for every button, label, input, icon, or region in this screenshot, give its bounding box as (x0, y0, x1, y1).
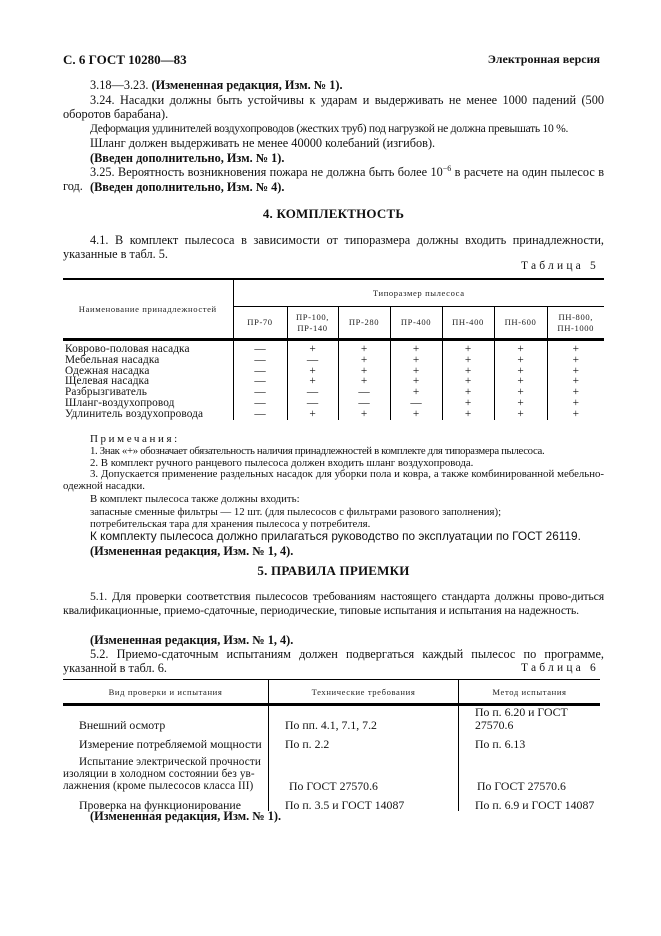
check-name: Проверка на функционирование (63, 792, 269, 811)
cell: + (338, 409, 390, 420)
cell: + (338, 340, 390, 355)
paragraph-3-24: 3.24. Насадки должны быть устойчивы к ударам и выдерживать не менее 1000 падений (500 оборотов барабана). (63, 93, 604, 122)
cell: + (287, 366, 338, 377)
added-note-1: (Введен дополнительно, Изм. № 1). (90, 151, 285, 165)
method: По ГОСТ 27570.6 (477, 778, 566, 793)
clause-number: 3.18—3.23. (90, 78, 149, 92)
cell: + (390, 387, 442, 398)
cell: + (494, 355, 547, 366)
cell: + (494, 409, 547, 420)
accessory-name: Одежная насадка (63, 366, 233, 377)
accessory-name: Коврово-половая насадка (63, 340, 233, 355)
column-header-size: ПН-400 (442, 307, 494, 340)
accessory-name: Щелевая насадка (63, 376, 233, 387)
paragraph-4-1: 4.1. В комплект пылесоса в зависимости от типоразмера должны входить принадлежности, указанные в табл. 5. (63, 233, 604, 262)
column-header-size: ПН-600 (494, 307, 547, 340)
column-header-method: Метод испытания (459, 680, 601, 705)
cell: + (572, 396, 579, 409)
cell: + (572, 386, 579, 399)
cell: — (287, 355, 338, 366)
cell: + (390, 340, 442, 355)
note-3: 3. Допускается применение раздельных насадок для уборки пола и ковра, а также комбинированной мебельно-одежной насадки. (63, 468, 604, 492)
paragraph-hose: Шланг должен выдерживать не менее 40000 колебаний (изгибов). (90, 136, 436, 150)
cell: + (390, 409, 442, 420)
table-row (63, 340, 604, 355)
edit-note: (Измененная редакция, Изм. № 1, 4). (90, 633, 294, 647)
cell: — (338, 398, 390, 409)
cell: — (233, 409, 287, 420)
cell: + (572, 353, 579, 366)
column-header-size: ПР-70 (233, 307, 287, 340)
accessory-name: Мебельная насадка (63, 355, 233, 366)
column-header-size: ПР-280 (338, 307, 390, 340)
cell: + (572, 407, 579, 420)
cell: + (390, 355, 442, 366)
check-name: Измерение потребляемой мощности (63, 731, 269, 750)
cell: + (572, 364, 579, 377)
column-header-check: Вид проверки и испытания (63, 680, 269, 705)
column-header-size: ПН-800, ПН-1000 (547, 307, 604, 340)
accessory-name: Разбрызгиватель (63, 387, 233, 398)
cell: + (442, 409, 494, 420)
column-header-size: ПР-100, ПР-140 (287, 307, 338, 340)
cell: — (338, 387, 390, 398)
cell: + (494, 366, 547, 377)
cell: + (494, 340, 547, 355)
column-header-name: Наименование принадлежностей (63, 279, 233, 340)
paragraph-5-1: 5.1. Для проверки соответствия пылесосов требованиям настоящего стандарта должны прово-диться квалификационные, приемо-сдаточные, периодические, типовые испытания и испытания на надежность. (63, 589, 604, 618)
cell: + (338, 366, 390, 377)
method: По п. 6.9 и ГОСТ 14087 (475, 797, 595, 812)
page-header-left: С. 6 ГОСТ 10280—83 (63, 52, 187, 67)
cell: + (494, 376, 547, 387)
cell: + (390, 376, 442, 387)
table-row (63, 355, 604, 366)
cell: — (390, 398, 442, 409)
table-row (63, 750, 600, 792)
cell: — (233, 376, 287, 387)
cell: + (442, 376, 494, 387)
paragraph-deformation: Деформация удлинителей воздухопроводов (жестких труб) под нагрузкой не должна превышать 10 %. (90, 122, 569, 135)
edit-note: (Измененная редакция, Изм. № 1, 4). (90, 544, 294, 558)
cell: + (338, 376, 390, 387)
cell: — (287, 387, 338, 398)
method: По п. 6.13 (475, 736, 526, 751)
requirement: По пп. 4.1, 7.1, 7.2 (269, 705, 459, 732)
cell: + (494, 387, 547, 398)
requirement: По п. 2.2 (269, 731, 459, 750)
notes-title: Примечания: (90, 433, 180, 445)
cell: — (233, 340, 287, 355)
table-row (63, 731, 600, 750)
paragraph-5-2: 5.2. Приемо-сдаточным испытаниям должен подвергаться каждый пылесос по программе, указанной в табл. 6. (63, 647, 604, 676)
also-item-package: потребительская тара для хранения пылесоса у потребителя. (90, 518, 371, 530)
page-header-right: Электронная версия (487, 52, 600, 66)
section-5-title: 5. ПРАВИЛА ПРИЕМКИ (257, 563, 410, 578)
note-1: 1. Знак «+» обозначает обязательность наличия принадлежностей в комплекте для типоразмера пылесоса. (90, 445, 545, 457)
method: По п. 6.20 и ГОСТ 27570.6 (475, 705, 568, 732)
also-item-filters: запасные сменные фильтры — 12 шт. (для пылесосов с фильтрами разового заполнения); (90, 506, 502, 518)
section-4-title: 4. КОМПЛЕКТНОСТЬ (262, 206, 405, 221)
cell: + (442, 387, 494, 398)
also-title: В комплект пылесоса также должны входить: (90, 493, 300, 505)
table-6-caption: Таблица 6 (521, 662, 599, 674)
cell: — (233, 387, 287, 398)
cell: + (442, 355, 494, 366)
accessory-name: Шланг-воздухопровод (63, 398, 233, 409)
cell: + (442, 340, 494, 355)
cell: — (287, 398, 338, 409)
table-row (63, 705, 600, 732)
added-note-4: (Введен дополнительно, Изм. № 4). (90, 180, 285, 194)
column-group-header: Типоразмер пылесоса (233, 279, 604, 307)
accessory-name: Удлинитель воздухопровода (63, 409, 233, 420)
cell: — (233, 355, 287, 366)
cell: + (390, 366, 442, 377)
paragraph-3-18 (63, 78, 604, 92)
cell: + (338, 355, 390, 366)
manual-text: К комплекту пылесоса должно прилагаться руководство по эксплуатации по ГОСТ 26119. (90, 529, 581, 543)
exponent: −6 (442, 164, 452, 173)
check-name: Внешний осмотр (63, 705, 269, 732)
cell: — (233, 398, 287, 409)
cell: + (572, 375, 579, 388)
check-name: Испытание электрической прочности изоляции в холодном состоянии без ув- лажнения (кроме пылесосов класса III) (63, 750, 269, 792)
requirement: По п. 3.5 и ГОСТ 14087 (269, 792, 459, 811)
table-5 (63, 278, 604, 420)
column-header-size: ПР-400 (390, 307, 442, 340)
edit-note-end: (Измененная редакция, Изм. № 1). (90, 809, 282, 823)
cell: — (233, 366, 287, 377)
cell: + (287, 376, 338, 387)
note-2: 2. В комплект ручного ранцевого пылесоса должен входить шланг воздухопровода. (90, 457, 474, 469)
text: в расчете на один пылесос в год. (63, 165, 605, 194)
column-header-requirements: Технические требования (269, 680, 459, 705)
table-5-caption: Таблица 5 (521, 260, 599, 272)
cell: + (442, 398, 494, 409)
cell: + (287, 340, 338, 355)
edit-note: (Измененная редакция, Изм. № 1). (151, 78, 343, 92)
cell: + (494, 398, 547, 409)
cell: + (442, 366, 494, 377)
requirement: По ГОСТ 27570.6 (269, 750, 459, 792)
table-row (63, 409, 604, 420)
cell: + (572, 343, 579, 355)
table-6 (63, 679, 600, 811)
cell: + (287, 409, 338, 420)
text: 3.25. Вероятность возникновения пожара не должна быть более 10 (90, 165, 443, 179)
